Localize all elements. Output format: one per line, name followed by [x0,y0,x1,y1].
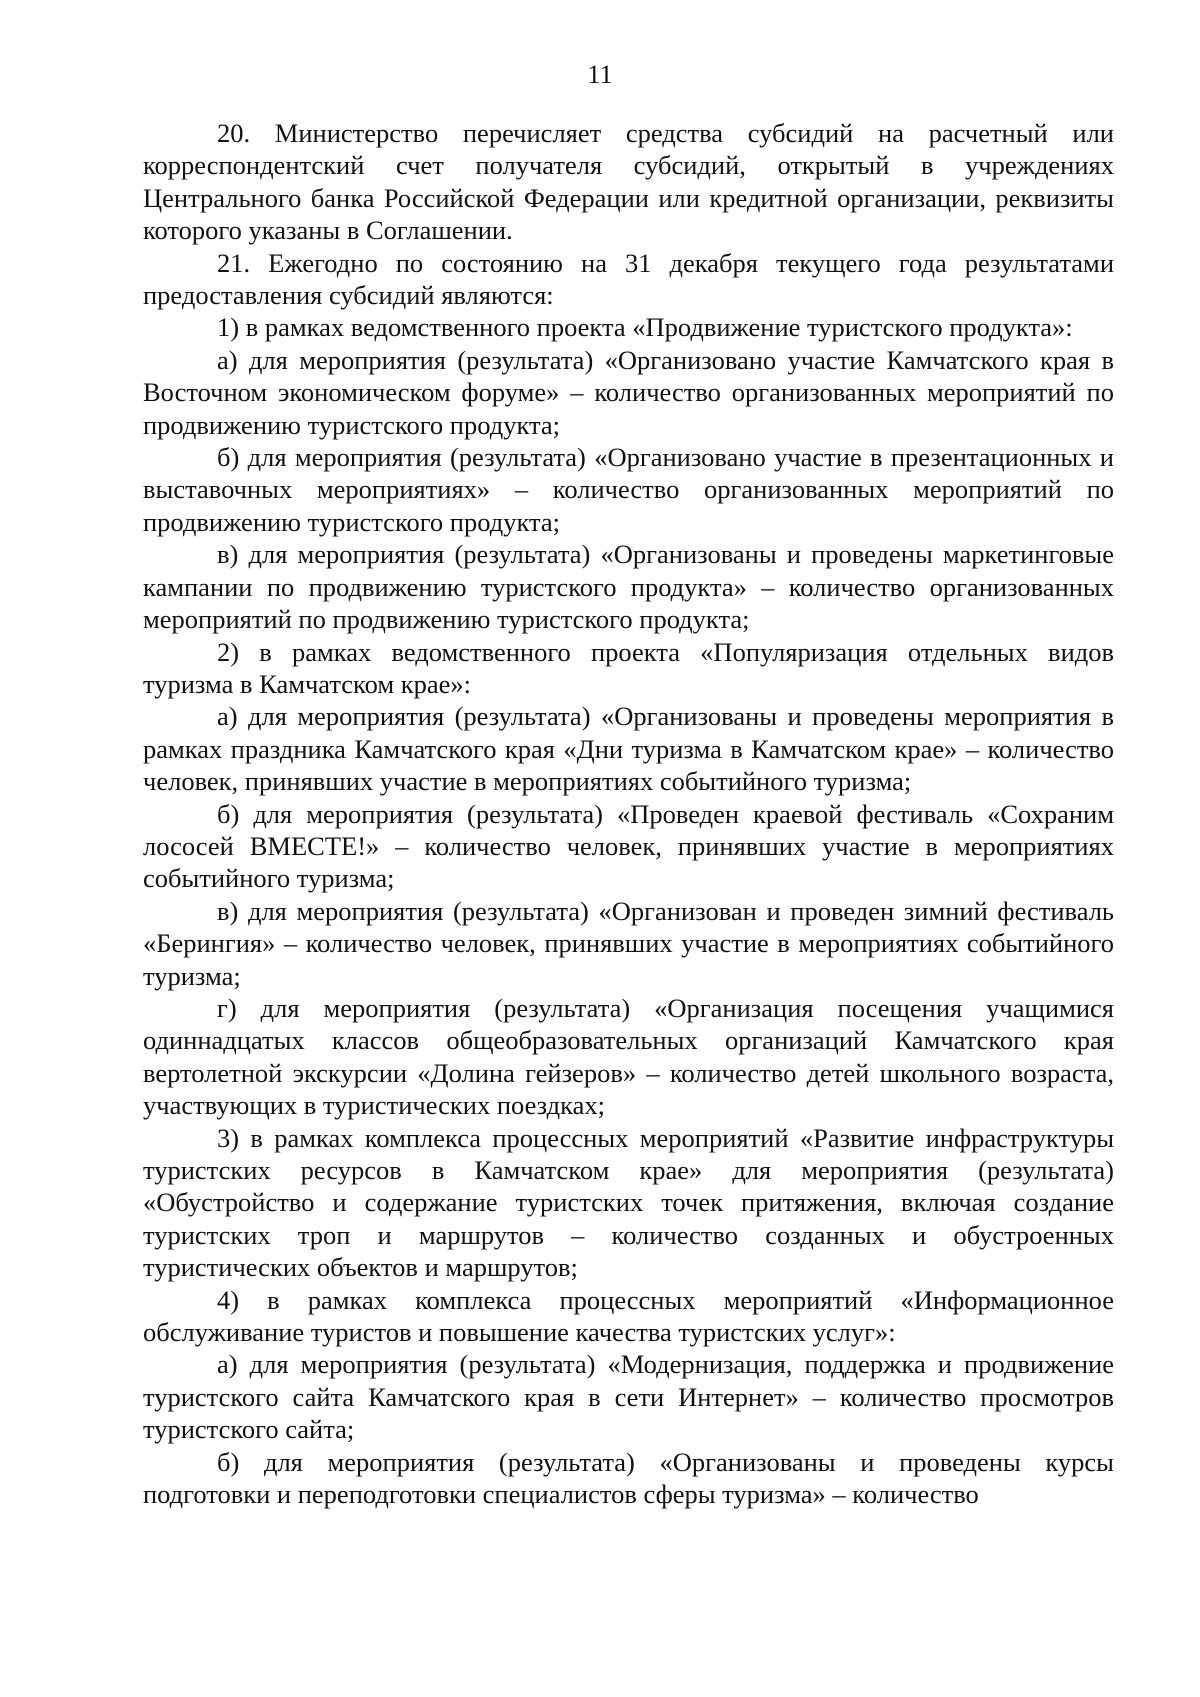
list-item-2: 2) в рамках ведомственного проекта «Популяризация отдельных видов туризма в Камчатском крае»: [143,636,1114,699]
paragraph-21: 21. Ежегодно по состоянию на 31 декабря текущего года результатами предоставления субсидий являются: [143,247,1114,311]
paragraph-20: 20. Министерство перечисляет средства субсидий на расчетный или корреспондентский счет получателя субсидий, открытый в учреждениях Центрального банка Российской Федерации или кредитной организации, реквизиты которого указаны в Соглашении. [143,118,1114,246]
list-item-1a: а) для мероприятия (результата) «Организовано участие Камчатского края в Восточном экономическом форуме» – количество организованных мероприятий по продвижению туристского продукта; [143,344,1114,440]
list-item-4: 4) в рамках комплекса процессных мероприятий «Информационное обслуживание туристов и повышение качества туристских услуг»: [143,1284,1114,1348]
list-item-2a: а) для мероприятия (результата) «Организованы и проведены мероприятия в рамках праздника Камчатского края «Дни туризма в Камчатском крае» – количество человек, принявших участие в мероприятиях событийного туризма; [143,701,1114,797]
list-item-3: 3) в рамках комплекса процессных мероприятий «Развитие инфраструктуры туристских ресурсов в Камчатском крае» для мероприятия (результата) «Обустройство и содержание туристских точек притяжения, включая создание туристских троп и маршрутов – количество созданных и обустроенных туристических объектов и маршрутов; [143,1122,1114,1283]
list-item-4b: б) для мероприятия (результата) «Организованы и проведены курсы подготовки и переподготовки специалистов сферы туризма» – количество [143,1446,1114,1510]
page-number: 11 [587,59,613,89]
list-item-2v: в) для мероприятия (результата) «Организован и проведен зимний фестиваль «Берингия» – количество человек, принявших участие в мероприятиях событийного туризма; [143,895,1114,991]
document-body [143,117,1114,1510]
list-item-1b: б) для мероприятия (результата) «Организовано участие в презентационных и выставочных мероприятиях» – количество организованных мероприятий по продвижению туристского продукта; [143,442,1114,537]
list-item-4a: а) для мероприятия (результата) «Модернизация, поддержка и продвижение туристского сайта Камчатского края в сети Интернет» – количество просмотров туристского сайта; [143,1349,1114,1445]
list-item-1: 1) в рамках ведомственного проекта «Продвижение туристского продукта»: [217,312,1073,343]
list-item-1v: в) для мероприятия (результата) «Организованы и проведены маркетинговые кампании по продвижению туристского продукта» – количество организованных мероприятий по продвижению туристского продукта; [143,539,1114,635]
list-item-2g: г) для мероприятия (результата) «Организация посещения учащимися одиннадцатых классов общеобразовательных организаций Камчатского края вертолетной экскурсии «Долина гейзеров» – количество детей школьного возраста, участвующих в туристических поездках; [143,992,1114,1121]
list-item-2b: б) для мероприятия (результата) «Проведен краевой фестиваль «Сохраним лососей ВМЕСТЕ!» – количество человек, принявших участие в мероприятиях событийного туризма; [143,798,1114,894]
